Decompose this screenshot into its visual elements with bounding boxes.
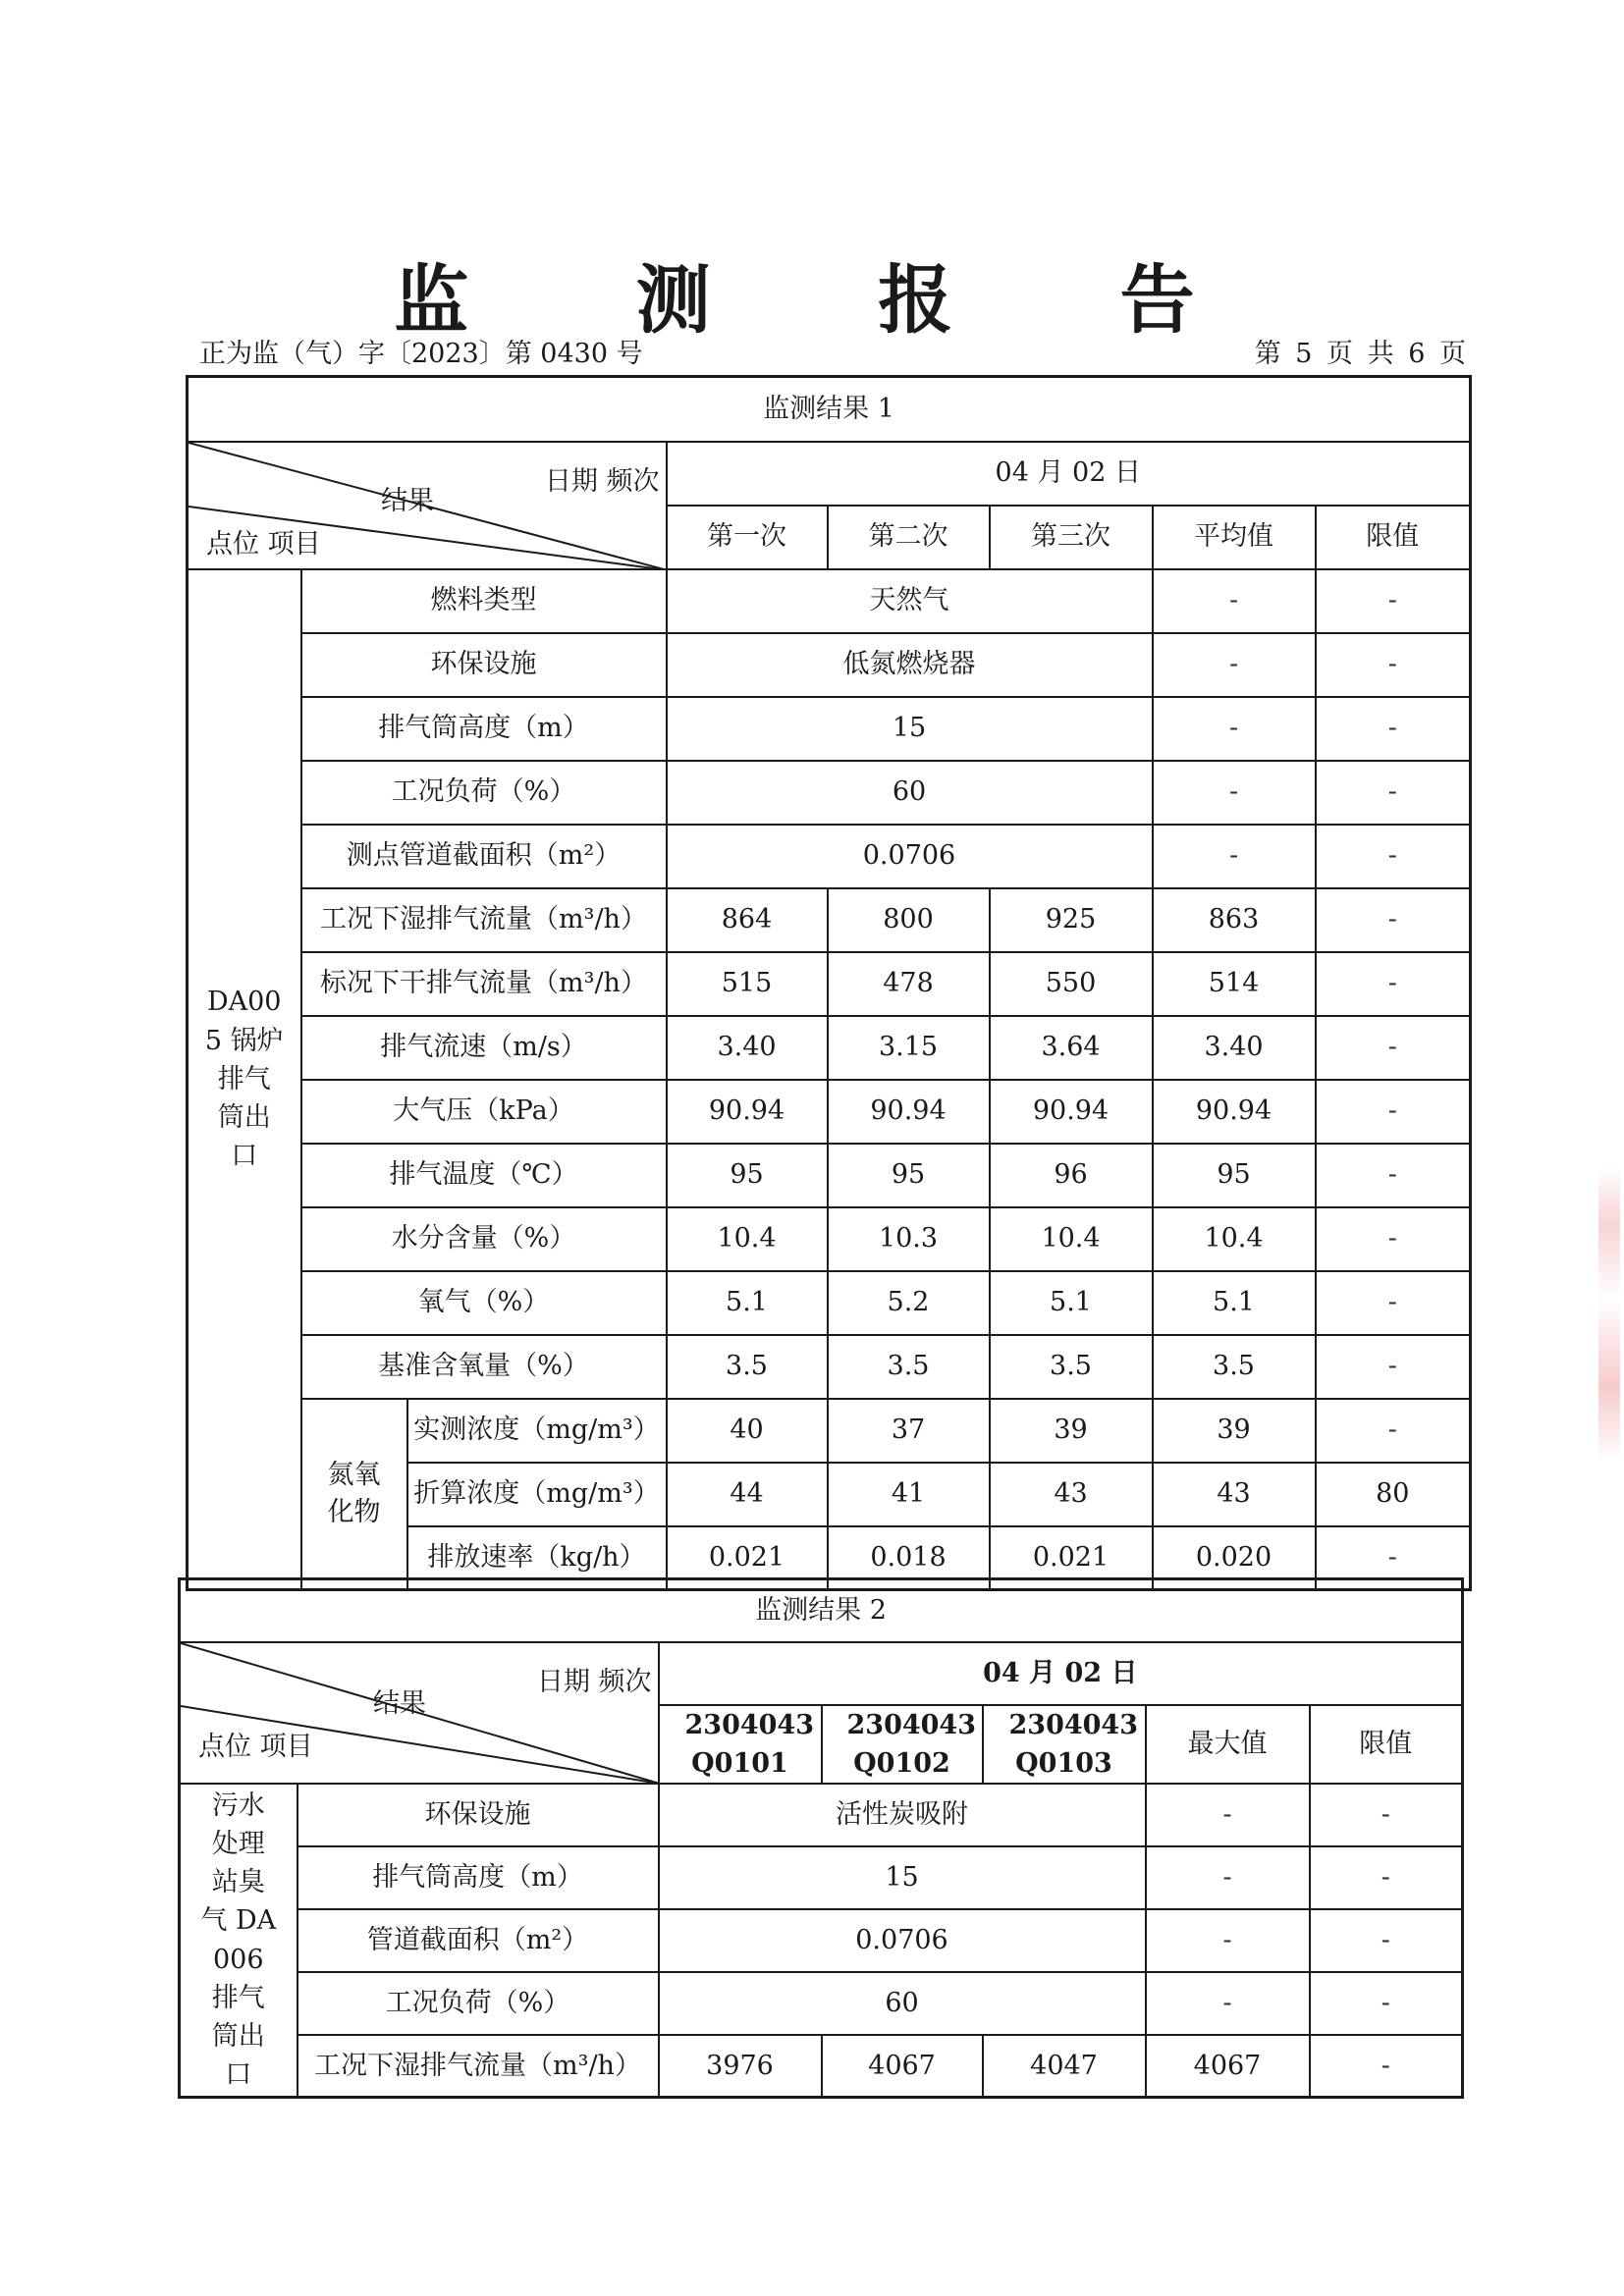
stamp-edge	[1598, 1166, 1620, 1461]
limit-value: -	[1310, 1972, 1463, 2035]
value-3: 5.1	[990, 1271, 1153, 1335]
item-label: 氧气（%）	[301, 1271, 667, 1335]
result-label: 结果	[381, 485, 434, 516]
col-header: 第二次	[828, 506, 990, 569]
value-2: 0.018	[828, 1526, 990, 1590]
value-2: 90.94	[828, 1080, 990, 1144]
avg-value: 95	[1153, 1144, 1316, 1207]
col-header: 平均值	[1153, 506, 1316, 569]
max-value: 4067	[1146, 2035, 1310, 2098]
col-header: 第一次	[667, 506, 828, 569]
location-label: 污水处理站臭气 DA006 排气筒出口	[200, 1789, 277, 2090]
value-2: 3.5	[828, 1335, 990, 1399]
value-3: 90.94	[990, 1080, 1153, 1144]
merged-value: 天然气	[667, 569, 1153, 633]
merged-value: 0.0706	[667, 825, 1153, 888]
avg-value: -	[1153, 569, 1316, 633]
item-label: 折算浓度（mg/m³）	[407, 1463, 667, 1526]
max-value: -	[1146, 1909, 1310, 1972]
sample-id: 2304043 Q0103	[1008, 1709, 1139, 1779]
monitoring-results-2-table	[178, 1577, 1464, 2099]
avg-value: 514	[1153, 952, 1316, 1016]
col-header: 最大值	[1146, 1705, 1310, 1784]
table-row	[188, 825, 1471, 888]
max-value: -	[1146, 1784, 1310, 1846]
item-label: 环保设施	[301, 633, 667, 697]
monitoring-results-1-table	[186, 375, 1472, 1591]
merged-value: 60	[667, 761, 1153, 825]
value-1: 5.1	[667, 1271, 828, 1335]
value-2: 3.15	[828, 1016, 990, 1080]
limit-value: 80	[1316, 1463, 1471, 1526]
value-2: 41	[828, 1463, 990, 1526]
value-1: 3.40	[667, 1016, 828, 1080]
limit-value: -	[1310, 1846, 1463, 1909]
limit-value: -	[1316, 569, 1471, 633]
value-3: 39	[990, 1399, 1153, 1463]
avg-value: -	[1153, 761, 1316, 825]
merged-value: 15	[659, 1846, 1146, 1909]
value-2: 4067	[822, 2035, 983, 2098]
item-label: 排气流速（m/s）	[301, 1016, 667, 1080]
item-label: 排气筒高度（m）	[301, 697, 667, 761]
item-label: 实测浓度（mg/m³）	[407, 1399, 667, 1463]
value-1: 40	[667, 1399, 828, 1463]
value-2: 478	[828, 952, 990, 1016]
table-row	[188, 633, 1471, 697]
value-2: 10.3	[828, 1207, 990, 1271]
value-1: 3.5	[667, 1335, 828, 1399]
page-title: 监 测 报 告	[394, 256, 1266, 344]
table-row	[188, 1335, 1471, 1399]
value-1: 864	[667, 888, 828, 952]
limit-value: -	[1316, 1271, 1471, 1335]
value-2: 95	[828, 1144, 990, 1207]
limit-value: -	[1316, 1399, 1471, 1463]
avg-value: 90.94	[1153, 1080, 1316, 1144]
table-row	[180, 2035, 1463, 2098]
value-3: 10.4	[990, 1207, 1153, 1271]
value-3: 43	[990, 1463, 1153, 1526]
table-row	[180, 1846, 1463, 1909]
item-label: 排气温度（℃）	[301, 1144, 667, 1207]
item-label: 工况下湿排气流量（m³/h）	[301, 888, 667, 952]
merged-value: 0.0706	[659, 1909, 1146, 1972]
item-label: 测点管道截面积（m²）	[301, 825, 667, 888]
sample-id: 2304043 Q0101	[684, 1709, 815, 1779]
point-item-label: 点位 项目	[198, 1731, 313, 1762]
avg-value: 0.020	[1153, 1526, 1316, 1590]
value-1: 95	[667, 1144, 828, 1207]
limit-value: -	[1316, 1080, 1471, 1144]
max-value: -	[1146, 1846, 1310, 1909]
avg-value: -	[1153, 633, 1316, 697]
table-row	[188, 761, 1471, 825]
value-3: 0.021	[990, 1526, 1153, 1590]
item-label: 排气筒高度（m）	[298, 1846, 659, 1909]
avg-value: 43	[1153, 1463, 1316, 1526]
limit-value: -	[1316, 1526, 1471, 1590]
merged-value: 低氮燃烧器	[667, 633, 1153, 697]
diagonal-header-cell	[180, 1642, 659, 1784]
section-title-2: 监测结果 2	[180, 1579, 1463, 1642]
date-header: 04 月 02 日	[667, 442, 1471, 506]
table-row	[188, 697, 1471, 761]
limit-value: -	[1316, 697, 1471, 761]
limit-value: -	[1316, 1335, 1471, 1399]
sample-id: 2304043 Q0102	[846, 1709, 977, 1779]
avg-value: 863	[1153, 888, 1316, 952]
col-header: 第三次	[990, 506, 1153, 569]
table-row	[188, 1016, 1471, 1080]
value-1: 0.021	[667, 1526, 828, 1590]
value-1: 3976	[659, 2035, 822, 2098]
nox-group-cell	[301, 1399, 407, 1590]
diagonal-header-cell	[188, 442, 667, 569]
limit-value: -	[1310, 1909, 1463, 1972]
date-frequency-label: 日期 频次	[536, 1666, 652, 1697]
table-row	[188, 569, 1471, 633]
date-header: 04 月 02 日	[659, 1642, 1463, 1705]
value-2: 5.2	[828, 1271, 990, 1335]
avg-value: -	[1153, 697, 1316, 761]
location-label: DA005 锅炉排气筒出口	[204, 987, 284, 1171]
item-label: 工况负荷（%）	[301, 761, 667, 825]
value-1: 90.94	[667, 1080, 828, 1144]
limit-value: -	[1310, 1784, 1463, 1846]
value-3: 96	[990, 1144, 1153, 1207]
table-row	[180, 1909, 1463, 1972]
location-cell	[180, 1784, 298, 2098]
limit-value: -	[1310, 2035, 1463, 2098]
avg-value: -	[1153, 825, 1316, 888]
value-1: 44	[667, 1463, 828, 1526]
merged-value: 活性炭吸附	[659, 1784, 1146, 1846]
table-row	[188, 952, 1471, 1016]
avg-value: 3.5	[1153, 1335, 1316, 1399]
section-title-1: 监测结果 1	[188, 377, 1471, 442]
limit-value: -	[1316, 825, 1471, 888]
table-row	[180, 1784, 1463, 1846]
table-row	[188, 1207, 1471, 1271]
item-label: 管道截面积（m²）	[298, 1909, 659, 1972]
limit-value: -	[1316, 1144, 1471, 1207]
item-label: 标况下干排气流量（m³/h）	[301, 952, 667, 1016]
value-2: 37	[828, 1399, 990, 1463]
point-item-label: 点位 项目	[206, 528, 321, 560]
table-row	[180, 1972, 1463, 2035]
merged-value: 15	[667, 697, 1153, 761]
limit-value: -	[1316, 633, 1471, 697]
table-row	[188, 1271, 1471, 1335]
value-3: 925	[990, 888, 1153, 952]
avg-value: 5.1	[1153, 1271, 1316, 1335]
table-row	[188, 1399, 1471, 1463]
col-header: 限值	[1316, 506, 1471, 569]
col-header	[659, 1705, 822, 1784]
nox-group-label: 氮氧化物	[327, 1459, 381, 1527]
item-label: 水分含量（%）	[301, 1207, 667, 1271]
item-label: 大气压（kPa）	[301, 1080, 667, 1144]
value-3: 550	[990, 952, 1153, 1016]
location-cell	[188, 569, 301, 1590]
item-label: 排放速率（kg/h）	[407, 1526, 667, 1590]
item-label: 工况下湿排气流量（m³/h）	[298, 2035, 659, 2098]
max-value: -	[1146, 1972, 1310, 2035]
value-2: 800	[828, 888, 990, 952]
col-header	[983, 1705, 1146, 1784]
col-header	[822, 1705, 983, 1784]
table-row	[188, 888, 1471, 952]
merged-value: 60	[659, 1972, 1146, 2035]
value-3: 3.5	[990, 1335, 1153, 1399]
table-row	[188, 1144, 1471, 1207]
date-frequency-label: 日期 频次	[544, 465, 660, 497]
value-1: 10.4	[667, 1207, 828, 1271]
limit-value: -	[1316, 952, 1471, 1016]
item-label: 燃料类型	[301, 569, 667, 633]
result-label: 结果	[373, 1687, 426, 1719]
value-3: 3.64	[990, 1016, 1153, 1080]
table-row	[188, 1080, 1471, 1144]
document-number: 正为监（气）字〔2023〕第 0430 号	[199, 339, 643, 369]
item-label: 环保设施	[298, 1784, 659, 1846]
limit-value: -	[1316, 1207, 1471, 1271]
col-header: 限值	[1310, 1705, 1463, 1784]
page-number: 第 5 页 共 6 页	[1254, 339, 1466, 369]
limit-value: -	[1316, 761, 1471, 825]
avg-value: 10.4	[1153, 1207, 1316, 1271]
avg-value: 3.40	[1153, 1016, 1316, 1080]
limit-value: -	[1316, 1016, 1471, 1080]
value-3: 4047	[983, 2035, 1146, 2098]
item-label: 基准含氧量（%）	[301, 1335, 667, 1399]
value-1: 515	[667, 952, 828, 1016]
limit-value: -	[1316, 888, 1471, 952]
item-label: 工况负荷（%）	[298, 1972, 659, 2035]
avg-value: 39	[1153, 1399, 1316, 1463]
